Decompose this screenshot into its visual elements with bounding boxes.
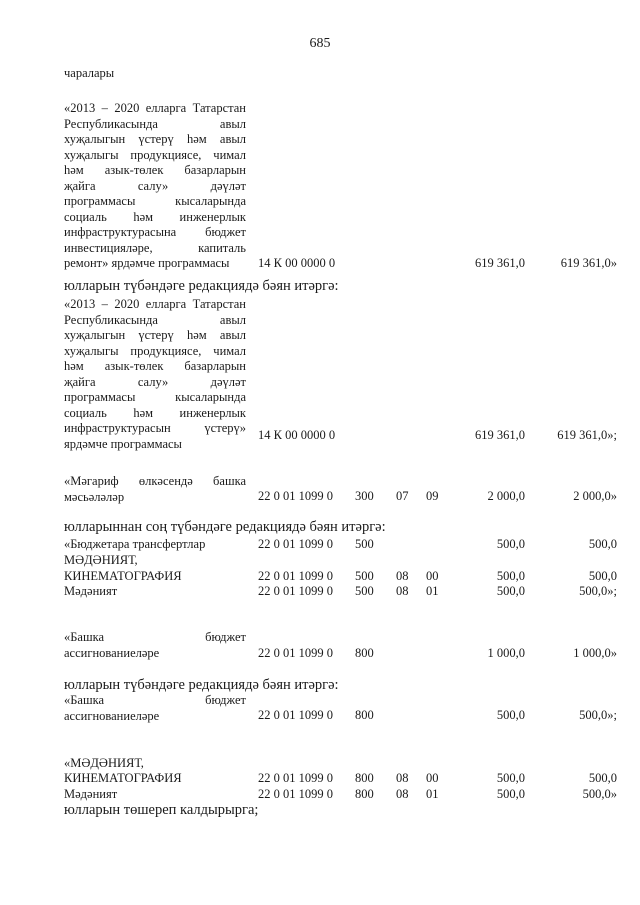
subsection-code: 01 — [426, 584, 439, 598]
label-line: программасы кысаларында — [64, 390, 246, 404]
table-row — [0, 428, 640, 444]
table-row — [0, 569, 640, 585]
expense-type: 800 — [355, 708, 374, 722]
amount-2020: 500,0»; — [579, 708, 617, 722]
amount-2019: 619 361,0 — [475, 256, 525, 270]
label-line: «МӘДӘНИЯТ, — [64, 756, 144, 770]
label-line: Республикасында авыл — [64, 312, 246, 327]
label-line: Республикасында авыл — [64, 116, 246, 131]
row-label: КИНЕМАТОГРАФИЯ — [64, 569, 182, 583]
expense-type: 800 — [355, 787, 374, 801]
target-code: 22 0 01 1099 0 — [258, 537, 333, 551]
label-line: инфраструктурасын үстерү» — [64, 421, 246, 435]
label-line: хуҗалыгы продукциясе, чимал — [64, 147, 246, 162]
amount-2020: 1 000,0» — [573, 646, 617, 660]
subsection-code: 00 — [426, 771, 439, 785]
label-line: җайга салу» дәүләт — [64, 178, 246, 193]
label-line: «Мәгариф өлкәсендә башка — [64, 474, 246, 488]
subsection-code: 09 — [426, 489, 439, 503]
label-line: социаль һәм инженерлык — [64, 209, 246, 224]
section-code: 08 — [396, 584, 409, 598]
amount-2020: 500,0» — [582, 787, 617, 801]
label-block — [64, 756, 246, 772]
table-row — [0, 708, 640, 724]
row-label: «Бюджетара трансфертлар — [64, 537, 206, 551]
label-line: чаралары — [64, 66, 115, 80]
label-line: «Башка бюджет — [64, 630, 246, 644]
instruction-text: юлларын түбәндәге редакциядә бәян итәргә: — [64, 278, 339, 294]
table-row — [0, 646, 640, 662]
expense-type: 500 — [355, 537, 374, 551]
target-code: 14 К 00 0000 0 — [258, 428, 336, 442]
subsection-code: 01 — [426, 787, 439, 801]
label-line: инвестицияләре, капиталь — [64, 240, 246, 255]
amount-2020: 500,0»; — [579, 584, 617, 598]
label-line: хуҗалыгы продукциясе, чимал — [64, 343, 246, 358]
label-line: ремонт» ярдәмче программасы — [64, 256, 230, 270]
instruction-text: юлларын түбәндәге редакциядә бәян итәргә: — [64, 677, 339, 693]
amount-2020: 619 361,0»; — [557, 428, 617, 442]
label-line: социаль һәм инженерлык — [64, 405, 246, 420]
expense-type: 800 — [355, 646, 374, 660]
section-code: 08 — [396, 787, 409, 801]
target-code: 22 0 01 1099 0 — [258, 489, 333, 503]
target-code: 22 0 01 1099 0 — [258, 708, 333, 722]
amount-2019: 500,0 — [496, 708, 525, 722]
amount-2020: 619 361,0» — [560, 256, 617, 270]
amount-2020: 500,0 — [588, 771, 617, 785]
target-code: 14 К 00 0000 0 — [258, 256, 336, 270]
amount-2019: 619 361,0 — [475, 428, 525, 442]
amount-2020: 2 000,0» — [573, 489, 617, 503]
target-code: 22 0 01 1099 0 — [258, 771, 333, 785]
page-number: 685 — [309, 36, 331, 51]
label-block — [64, 66, 246, 82]
target-code: 22 0 01 1099 0 — [258, 646, 333, 660]
amount-2020: 500,0 — [588, 569, 617, 583]
label-line: программасы кысаларында — [64, 194, 246, 208]
label-line: ассигнованиеләре — [64, 708, 160, 723]
label-line: хуҗалыгын үстерү һәм авыл — [64, 328, 246, 342]
table-row — [0, 787, 640, 803]
label-line: һәм азык-төлек базарларын — [64, 359, 246, 373]
row-label: КИНЕМАТОГРАФИЯ — [64, 771, 182, 785]
label-line: «2013 – 2020 елларга Татарстан — [64, 297, 246, 311]
expense-type: 800 — [355, 771, 374, 785]
target-code: 22 0 01 1099 0 — [258, 584, 333, 598]
amount-2020: 500,0 — [588, 537, 617, 551]
label-line: «Башка бюджет — [64, 693, 246, 707]
target-code: 22 0 01 1099 0 — [258, 787, 333, 801]
row-label: Мәдәният — [64, 584, 118, 598]
label-line: мәсьәләләр — [64, 489, 125, 504]
table-row — [0, 584, 640, 600]
table-row — [0, 489, 640, 505]
amount-2019: 500,0 — [496, 569, 525, 583]
instruction-text: юлларыннан соң түбәндәге редакциядә бәян итәргә: — [64, 519, 386, 535]
table-row — [0, 256, 640, 272]
amount-2019: 2 000,0 — [487, 489, 525, 503]
target-code: 22 0 01 1099 0 — [258, 569, 333, 583]
expense-type: 500 — [355, 569, 374, 583]
row-label: МӘДӘНИЯТ, — [64, 553, 138, 567]
label-line: инфраструктурасына бюджет — [64, 225, 246, 239]
section-code: 07 — [396, 489, 409, 503]
expense-type: 500 — [355, 584, 374, 598]
instruction-text: юлларын төшереп калдырырга; — [64, 802, 259, 818]
amount-2019: 1 000,0 — [487, 646, 525, 660]
label-line: һәм азык-төлек базарларын — [64, 163, 246, 177]
table-row — [0, 537, 640, 553]
row-label: Мәдәният — [64, 787, 118, 801]
amount-2019: 500,0 — [496, 537, 525, 551]
label-line: ассигнованиеләре — [64, 645, 160, 660]
expense-type: 300 — [355, 489, 374, 503]
label-line: җайга салу» дәүләт — [64, 374, 246, 389]
section-code: 08 — [396, 771, 409, 785]
amount-2019: 500,0 — [496, 584, 525, 598]
amount-2019: 500,0 — [496, 771, 525, 785]
section-code: 08 — [396, 569, 409, 583]
label-line: «2013 – 2020 елларга Татарстан — [64, 101, 246, 115]
label-block — [64, 101, 246, 272]
label-line: хуҗалыгын үстерү һәм авыл — [64, 132, 246, 146]
table-row — [0, 553, 640, 569]
label-line: ярдәмче программасы — [64, 436, 182, 451]
subsection-code: 00 — [426, 569, 439, 583]
amount-2019: 500,0 — [496, 787, 525, 801]
table-row — [0, 771, 640, 787]
